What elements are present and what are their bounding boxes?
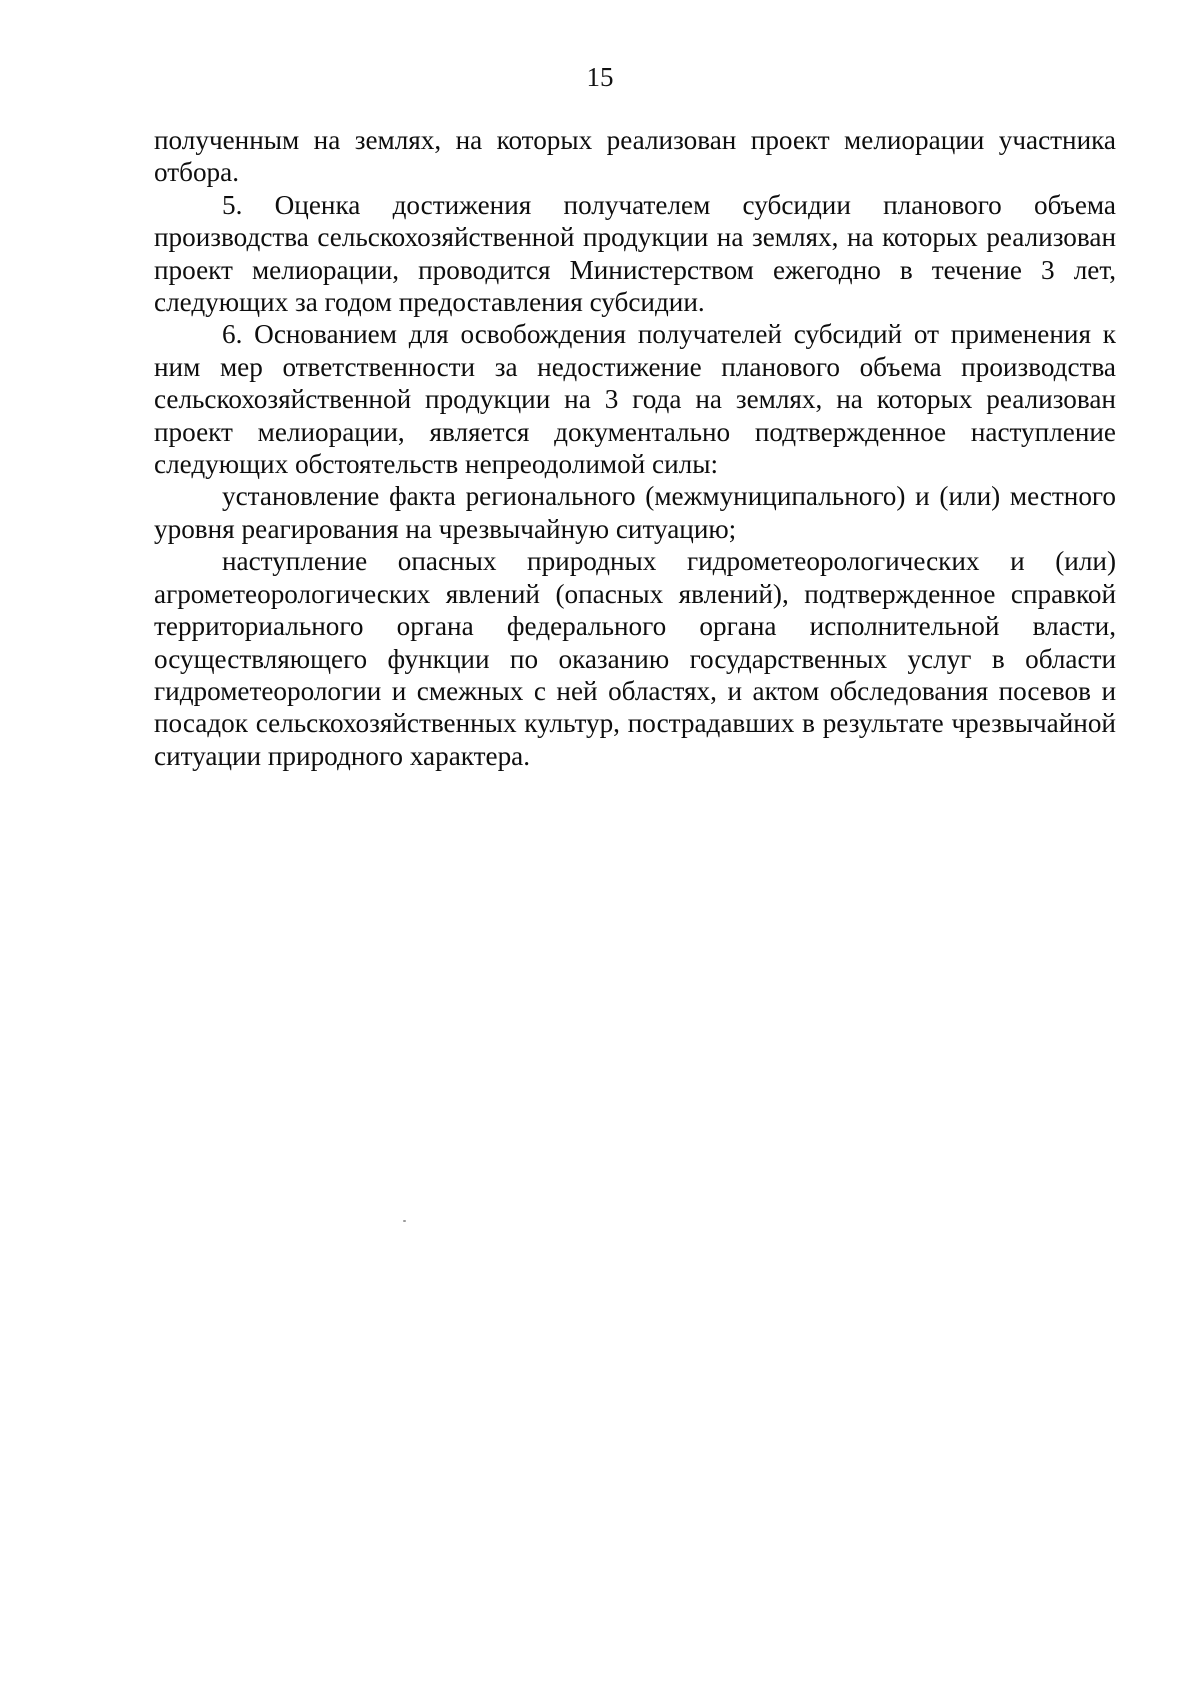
paragraph-item-6: 6. Основанием для освобождения получателей субсидий от применения к ним мер ответственности за недостижение планового объема производства сельскохозяйственной продукции на 3 года на землях, на которых реализован проект мелиорации, является документально подтвержденное наступление следующих обстоятельств непреодолимой силы: <box>154 319 1116 480</box>
paragraph-circumstance-1: установление факта регионального (межмуниципального) и (или) местного уровня реагирования на чрезвычайную ситуацию; <box>154 481 1116 544</box>
scan-speck <box>403 1220 406 1222</box>
document-body <box>154 124 1116 772</box>
paragraph-circumstance-2: наступление опасных природных гидрометеорологических и (или) агрометеорологических явлений (опасных явлений), подтвержденное справкой территориального органа федерального органа исполнительной власти, осуществляющего функции по оказанию государственных услуг в области гидрометеорологии и смежных с ней областях, и актом обследования посевов и посадок сельскохозяйственных культур, пострадавших в результате чрезвычайной ситуации природного характера. <box>154 546 1116 771</box>
page-number: 15 <box>586 62 614 92</box>
paragraph-item-5: 5. Оценка достижения получателем субсидии планового объема производства сельскохозяйственной продукции на землях, на которых реализован проект мелиорации, проводится Министерством ежегодно в течение 3 лет, следующих за годом предоставления субсидии. <box>154 189 1116 318</box>
paragraph-continuation: полученным на землях, на которых реализован проект мелиорации участника отбора. <box>154 125 1116 188</box>
